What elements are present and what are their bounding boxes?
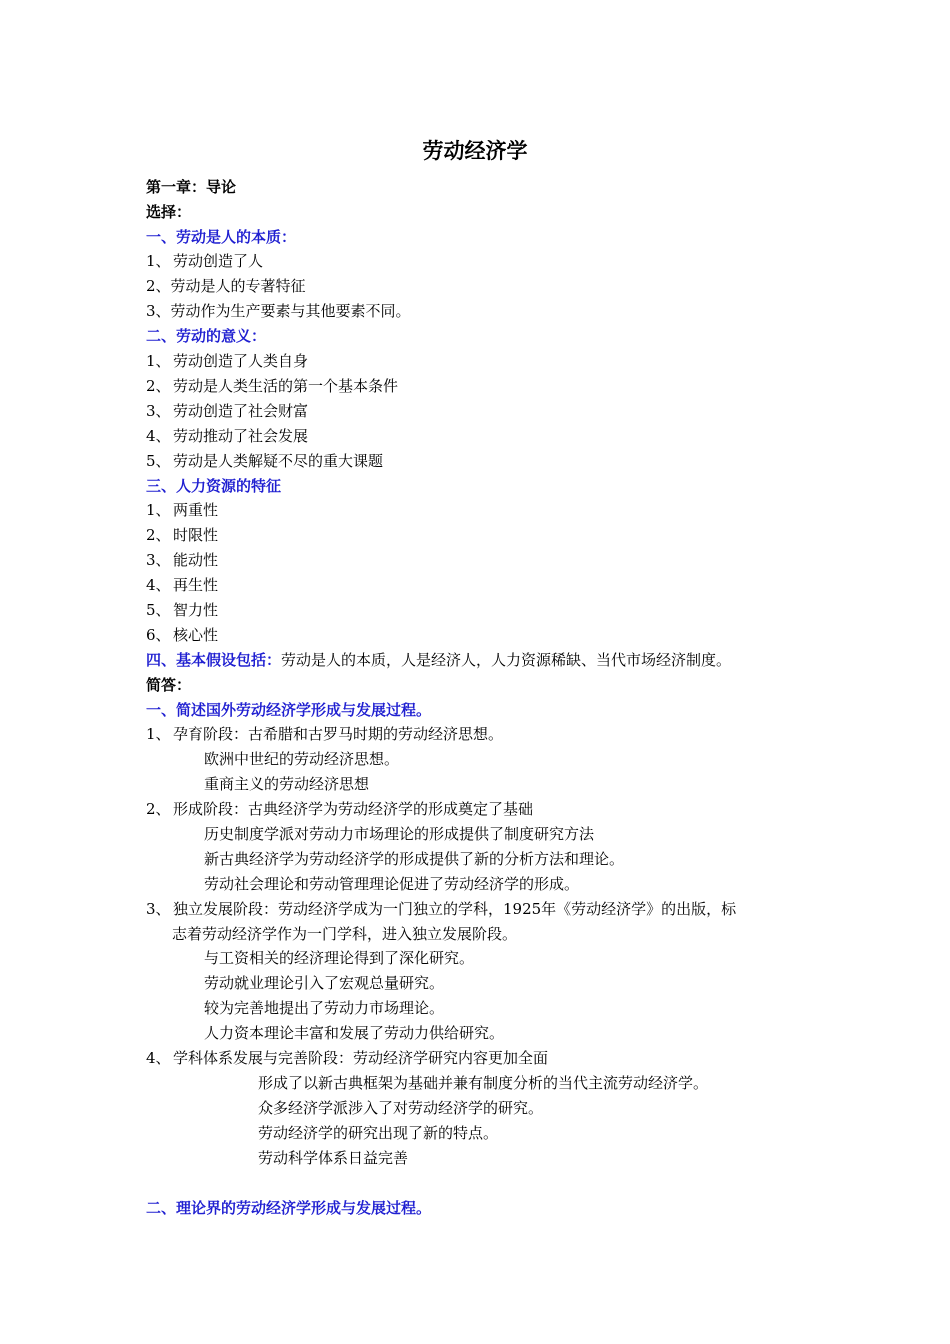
assumptions-text: 劳动是人的本质，人是经济人，人力资源稀缺、当代市场经济制度。 bbox=[281, 651, 732, 669]
question-heading-theory-development: 二、理论界的劳动经济学形成与发展过程。 bbox=[146, 1199, 432, 1217]
item-text: 劳动创造了人类自身 bbox=[173, 352, 309, 370]
sub-point: 劳动经济学的研究出现了新的特点。 bbox=[258, 1124, 499, 1142]
item-number: 6、 bbox=[146, 626, 171, 644]
item-number: 2、 bbox=[146, 377, 171, 395]
item-number: 1、 bbox=[146, 725, 171, 743]
item-text: 劳动推动了社会发展 bbox=[173, 427, 309, 445]
list-item bbox=[146, 523, 218, 548]
item-text: 能动性 bbox=[173, 551, 219, 569]
list-item bbox=[146, 424, 308, 449]
list-item bbox=[146, 573, 218, 598]
list-item bbox=[146, 249, 263, 274]
item-number: 4、 bbox=[146, 1049, 171, 1067]
item-number: 1、 bbox=[146, 352, 171, 370]
stage-item bbox=[146, 722, 503, 747]
sub-point: 形成了以新古典框架为基础并兼有制度分析的当代主流劳动经济学。 bbox=[258, 1074, 709, 1092]
chapter-heading: 第一章：导论 bbox=[146, 178, 237, 196]
sub-point: 劳动就业理论引入了宏观总量研究。 bbox=[204, 974, 445, 992]
sub-point: 重商主义的劳动经济思想 bbox=[204, 775, 370, 793]
list-item bbox=[146, 548, 218, 573]
list-item bbox=[146, 598, 218, 623]
choice-label: 选择： bbox=[146, 203, 192, 221]
list-item bbox=[146, 299, 411, 324]
item-number: 5、 bbox=[146, 452, 171, 470]
sub-point: 劳动社会理论和劳动管理理论促进了劳动经济学的形成。 bbox=[204, 875, 580, 893]
item-number: 2、 bbox=[146, 277, 171, 295]
item-number: 2、 bbox=[146, 800, 171, 818]
stage-item bbox=[146, 797, 533, 822]
item-number: 5、 bbox=[146, 601, 171, 619]
section-heading-labor-meaning: 二、劳动的意义： bbox=[146, 327, 267, 345]
item-text: 孕育阶段：古希腊和古罗马时期的劳动经济思想。 bbox=[173, 725, 504, 743]
section-heading-assumptions: 四、基本假设包括： bbox=[146, 651, 282, 669]
stage-item bbox=[146, 897, 736, 922]
list-item bbox=[146, 498, 218, 523]
sub-point: 新古典经济学为劳动经济学的形成提供了新的分析方法和理论。 bbox=[204, 850, 625, 868]
list-item bbox=[146, 623, 218, 648]
item-number: 4、 bbox=[146, 427, 171, 445]
list-item bbox=[146, 349, 308, 374]
sub-point: 较为完善地提出了劳动力市场理论。 bbox=[204, 999, 445, 1017]
item-number: 1、 bbox=[146, 501, 171, 519]
item-text: 劳动创造了人 bbox=[173, 252, 264, 270]
item-text: 劳动是人的专著特征 bbox=[170, 277, 306, 295]
item-text: 劳动是人类解疑不尽的重大课题 bbox=[173, 452, 384, 470]
list-item bbox=[146, 449, 383, 474]
item-text: 核心性 bbox=[173, 626, 219, 644]
section-heading-labor-essence: 一、劳动是人的本质： bbox=[146, 228, 297, 246]
item-text: 劳动创造了社会财富 bbox=[173, 402, 309, 420]
sub-point: 人力资本理论丰富和发展了劳动力供给研究。 bbox=[204, 1024, 505, 1042]
list-item bbox=[146, 274, 306, 299]
item-text: 两重性 bbox=[173, 501, 219, 519]
item-number: 3、 bbox=[146, 900, 171, 918]
item-text: 劳动是人类生活的第一个基本条件 bbox=[173, 377, 399, 395]
item-text: 再生性 bbox=[173, 576, 219, 594]
assumptions-paragraph bbox=[146, 648, 731, 673]
item-text: 学科体系发展与完善阶段：劳动经济学研究内容更加全面 bbox=[173, 1049, 549, 1067]
sub-point: 欧洲中世纪的劳动经济思想。 bbox=[204, 750, 400, 768]
sub-point: 劳动科学体系日益完善 bbox=[258, 1149, 409, 1167]
list-item bbox=[146, 399, 308, 424]
short-answer-label: 简答： bbox=[146, 676, 192, 694]
sub-point: 众多经济学派涉入了对劳动经济学的研究。 bbox=[258, 1099, 544, 1117]
list-item bbox=[146, 374, 398, 399]
item-number: 2、 bbox=[146, 526, 171, 544]
sub-point: 历史制度学派对劳动力市场理论的形成提供了制度研究方法 bbox=[204, 825, 595, 843]
item-number: 3、 bbox=[146, 302, 171, 320]
item-text: 劳动作为生产要素与其他要素不同。 bbox=[170, 302, 411, 320]
question-heading-foreign-development: 一、简述国外劳动经济学形成与发展过程。 bbox=[146, 701, 432, 719]
section-heading-hr-features: 三、人力资源的特征 bbox=[146, 477, 282, 495]
document-title: 劳动经济学 bbox=[422, 139, 528, 163]
item-text: 智力性 bbox=[173, 601, 219, 619]
sub-point: 与工资相关的经济理论得到了深化研究。 bbox=[204, 949, 475, 967]
item-number: 4、 bbox=[146, 576, 171, 594]
item-text: 时限性 bbox=[173, 526, 219, 544]
item-text: 形成阶段：古典经济学为劳动经济学的形成奠定了基础 bbox=[173, 800, 534, 818]
item-number: 3、 bbox=[146, 402, 171, 420]
stage-continuation: 志着劳动经济学作为一门学科，进入独立发展阶段。 bbox=[172, 925, 518, 943]
item-number: 1、 bbox=[146, 252, 171, 270]
item-number: 3、 bbox=[146, 551, 171, 569]
stage-item bbox=[146, 1046, 548, 1071]
item-text: 独立发展阶段：劳动经济学成为一门独立的学科，1925年《劳动经济学》的出版，标 bbox=[173, 900, 737, 918]
